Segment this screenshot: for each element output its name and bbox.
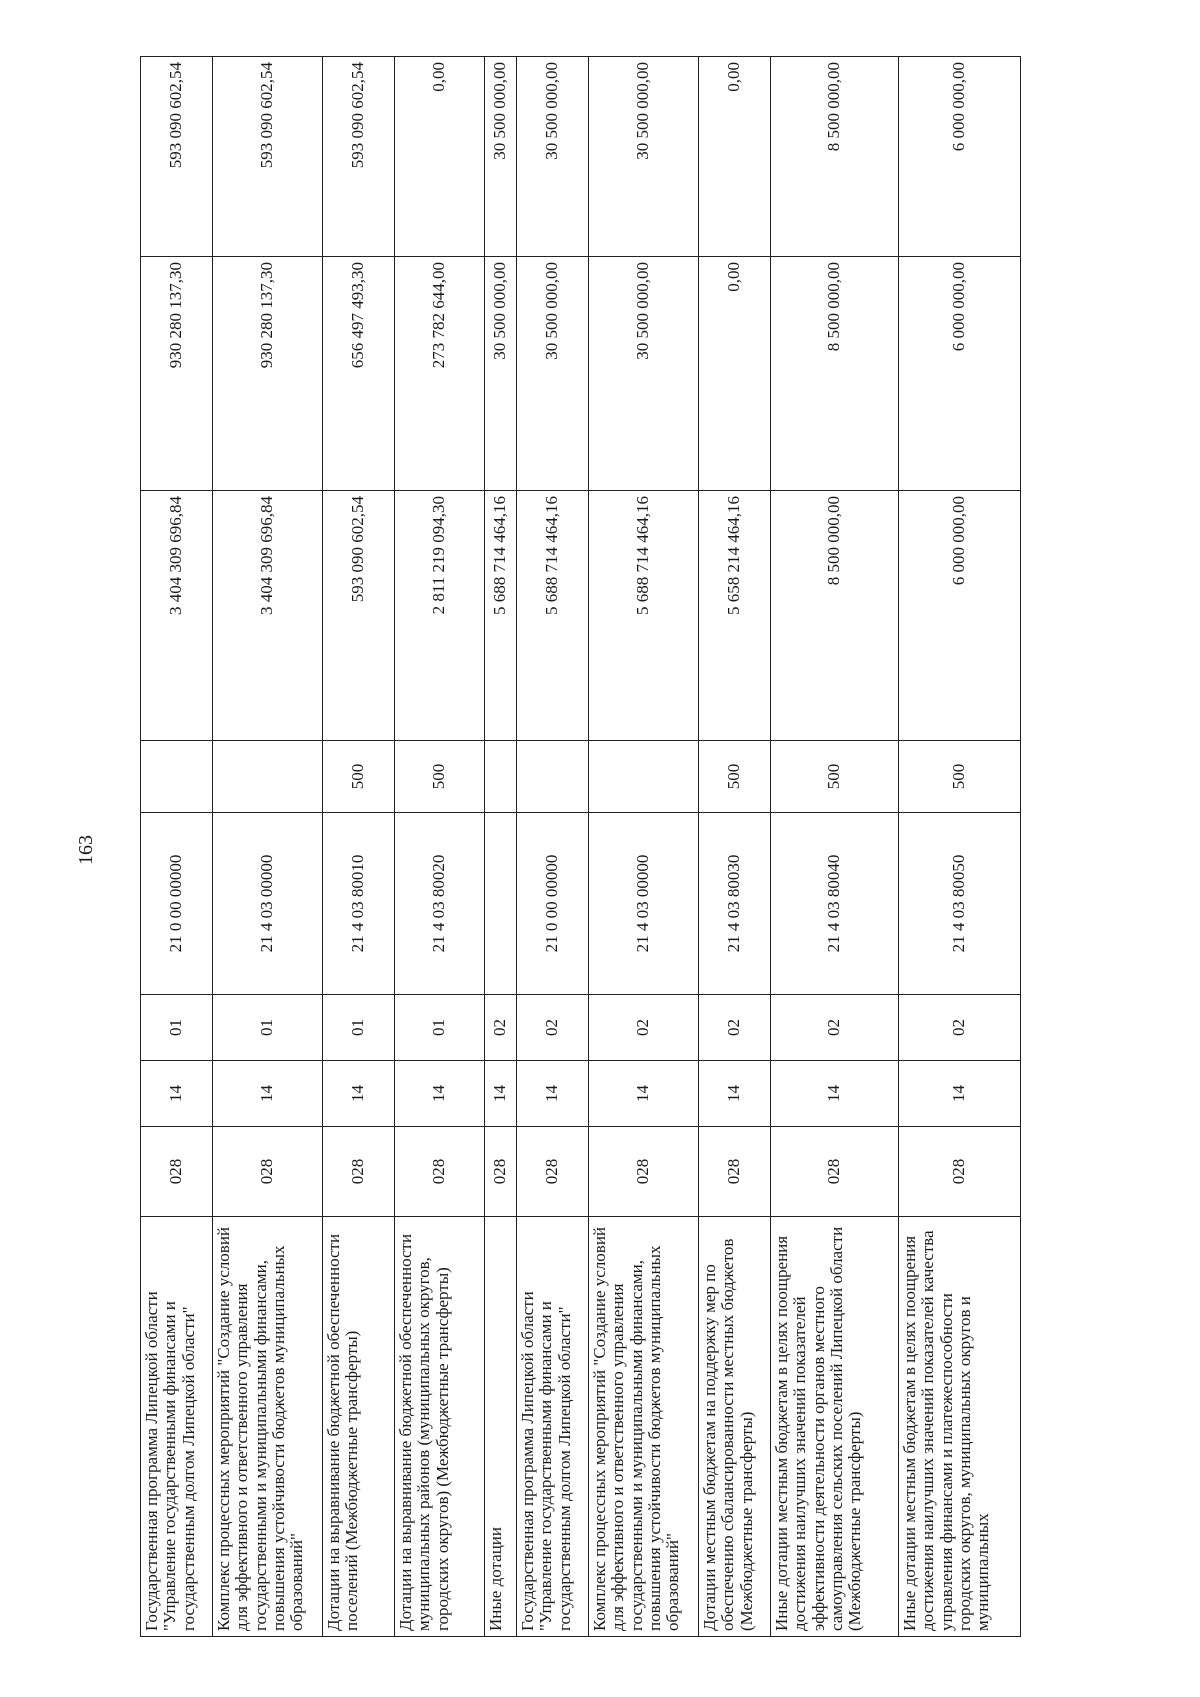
- ved-cell: 028: [395, 1127, 485, 1217]
- sum-1-cell: 2 811 219 094,30: [395, 491, 485, 741]
- sum-2-cell: 8 500 000,00: [771, 257, 899, 491]
- csr-cell: 21 4 03 80050: [899, 813, 1021, 995]
- sum-2-cell: 930 280 137,30: [141, 257, 213, 491]
- sum-1-cell: 3 404 309 696,84: [141, 491, 213, 741]
- sum-1-cell: 6 000 000,00: [899, 491, 1021, 741]
- sum-2-cell: 930 280 137,30: [213, 257, 323, 491]
- vr-cell: 500: [395, 741, 485, 813]
- sum-2-cell: 656 497 493,30: [323, 257, 395, 491]
- rz-cell: 14: [213, 1061, 323, 1127]
- ved-cell: 028: [771, 1127, 899, 1217]
- vr-cell: 500: [699, 741, 771, 813]
- pr-cell: 01: [395, 995, 485, 1061]
- sum-1-cell: 5 688 714 464,16: [517, 491, 589, 741]
- sum-2-cell: 30 500 000,00: [485, 257, 517, 491]
- pr-cell: 02: [899, 995, 1021, 1061]
- rotated-table-container: [140, 57, 1058, 1637]
- csr-cell: 21 4 03 80030: [699, 813, 771, 995]
- rz-cell: 14: [699, 1061, 771, 1127]
- ved-cell: 028: [323, 1127, 395, 1217]
- pr-cell: 02: [699, 995, 771, 1061]
- sum-3-cell: 593 090 602,54: [323, 57, 395, 257]
- sum-2-cell: 30 500 000,00: [517, 257, 589, 491]
- ved-cell: 028: [899, 1127, 1021, 1217]
- ved-cell: 028: [699, 1127, 771, 1217]
- rz-cell: 14: [141, 1061, 213, 1127]
- sum-3-cell: 0,00: [699, 57, 771, 257]
- pr-cell: 02: [771, 995, 899, 1061]
- csr-cell: 21 0 00 00000: [517, 813, 589, 995]
- table-row: [589, 57, 699, 1637]
- row-name-cell: Дотации на выравнивание бюджетной обеспеченности муниципальных районов (муниципальных округов, городских округов) (Межбюджетные трансферты): [395, 1217, 485, 1637]
- sum-3-cell: 30 500 000,00: [589, 57, 699, 257]
- sum-1-cell: 8 500 000,00: [771, 491, 899, 741]
- row-name-cell: Комплекс процессных мероприятий "Создание условий для эффективного и ответственного управления государственными и муниципальными финансами, повышения устойчивости бюджетов муниципальных образований": [589, 1217, 699, 1637]
- rz-cell: 14: [589, 1061, 699, 1127]
- rz-cell: 14: [485, 1061, 517, 1127]
- sum-3-cell: 30 500 000,00: [517, 57, 589, 257]
- sum-1-cell: 5 688 714 464,16: [485, 491, 517, 741]
- rz-cell: 14: [323, 1061, 395, 1127]
- pr-cell: 02: [485, 995, 517, 1061]
- page-number: 163: [75, 835, 97, 865]
- vr-cell: [141, 741, 213, 813]
- row-name-cell: Иные дотации: [485, 1217, 517, 1637]
- pr-cell: 01: [323, 995, 395, 1061]
- sum-3-cell: 0,00: [395, 57, 485, 257]
- csr-cell: 21 4 03 80040: [771, 813, 899, 995]
- sum-2-cell: 0,00: [699, 257, 771, 491]
- vr-cell: [589, 741, 699, 813]
- pr-cell: 01: [213, 995, 323, 1061]
- sum-3-cell: 8 500 000,00: [771, 57, 899, 257]
- row-name-cell: Иные дотации местным бюджетам в целях поощрения достижения наилучших значений показателей качества управления финансами и платежеспособности городских округов, муниципальных округов и муниципальных: [899, 1217, 1021, 1637]
- budget-table: [140, 56, 1021, 1637]
- vr-cell: 500: [323, 741, 395, 813]
- ved-cell: 028: [517, 1127, 589, 1217]
- sum-1-cell: 5 688 714 464,16: [589, 491, 699, 741]
- table-row: [771, 57, 899, 1637]
- table-row: [517, 57, 589, 1637]
- table-row: [213, 57, 323, 1637]
- sum-1-cell: 3 404 309 696,84: [213, 491, 323, 741]
- ved-cell: 028: [141, 1127, 213, 1217]
- row-name-cell: Комплекс процессных мероприятий "Создание условий для эффективного и ответственного управления государственными и муниципальными финансами, повышения устойчивости бюджетов муниципальных образований": [213, 1217, 323, 1637]
- sum-3-cell: 593 090 602,54: [213, 57, 323, 257]
- vr-cell: [213, 741, 323, 813]
- row-name-cell: Дотации на выравнивание бюджетной обеспеченности поселений (Межбюджетные трансферты): [323, 1217, 395, 1637]
- csr-cell: 21 4 03 00000: [589, 813, 699, 995]
- table-row: [323, 57, 395, 1637]
- sum-1-cell: 593 090 602,54: [323, 491, 395, 741]
- csr-cell: 21 4 03 00000: [213, 813, 323, 995]
- pr-cell: 02: [589, 995, 699, 1061]
- table-row: [485, 57, 517, 1637]
- sum-2-cell: 30 500 000,00: [589, 257, 699, 491]
- row-name-cell: Государственная программа Липецкой области "Управление государственными финансами и государственным долгом Липецкой области": [141, 1217, 213, 1637]
- vr-cell: 500: [771, 741, 899, 813]
- pr-cell: 01: [141, 995, 213, 1061]
- rz-cell: 14: [771, 1061, 899, 1127]
- csr-cell: 21 0 00 00000: [141, 813, 213, 995]
- sum-2-cell: 273 782 644,00: [395, 257, 485, 491]
- rz-cell: 14: [517, 1061, 589, 1127]
- table-body: [141, 57, 1021, 1637]
- row-name-cell: Дотации местным бюджетам на поддержку мер по обеспечению сбалансированности местных бюджетов (Межбюджетные трансферты): [699, 1217, 771, 1637]
- rz-cell: 14: [395, 1061, 485, 1127]
- sum-3-cell: 593 090 602,54: [141, 57, 213, 257]
- table-row: [141, 57, 213, 1637]
- csr-cell: 21 4 03 80020: [395, 813, 485, 995]
- csr-cell: 21 4 03 80010: [323, 813, 395, 995]
- table-row: [699, 57, 771, 1637]
- rz-cell: 14: [899, 1061, 1021, 1127]
- sum-3-cell: 30 500 000,00: [485, 57, 517, 257]
- vr-cell: [517, 741, 589, 813]
- sum-1-cell: 5 658 214 464,16: [699, 491, 771, 741]
- sum-3-cell: 6 000 000,00: [899, 57, 1021, 257]
- table-row: [395, 57, 485, 1637]
- table-row: [899, 57, 1021, 1637]
- ved-cell: 028: [485, 1127, 517, 1217]
- ved-cell: 028: [213, 1127, 323, 1217]
- ved-cell: 028: [589, 1127, 699, 1217]
- sum-2-cell: 6 000 000,00: [899, 257, 1021, 491]
- vr-cell: 500: [899, 741, 1021, 813]
- csr-cell: [485, 813, 517, 995]
- row-name-cell: Государственная программа Липецкой области "Управление государственными финансами и государственным долгом Липецкой области": [517, 1217, 589, 1637]
- pr-cell: 02: [517, 995, 589, 1061]
- row-name-cell: Иные дотации местным бюджетам в целях поощрения достижения наилучших значений показателей эффективности деятельности органов местного самоуправления сельских поселений Липецкой области (Межбюджетные трансферты): [771, 1217, 899, 1637]
- vr-cell: [485, 741, 517, 813]
